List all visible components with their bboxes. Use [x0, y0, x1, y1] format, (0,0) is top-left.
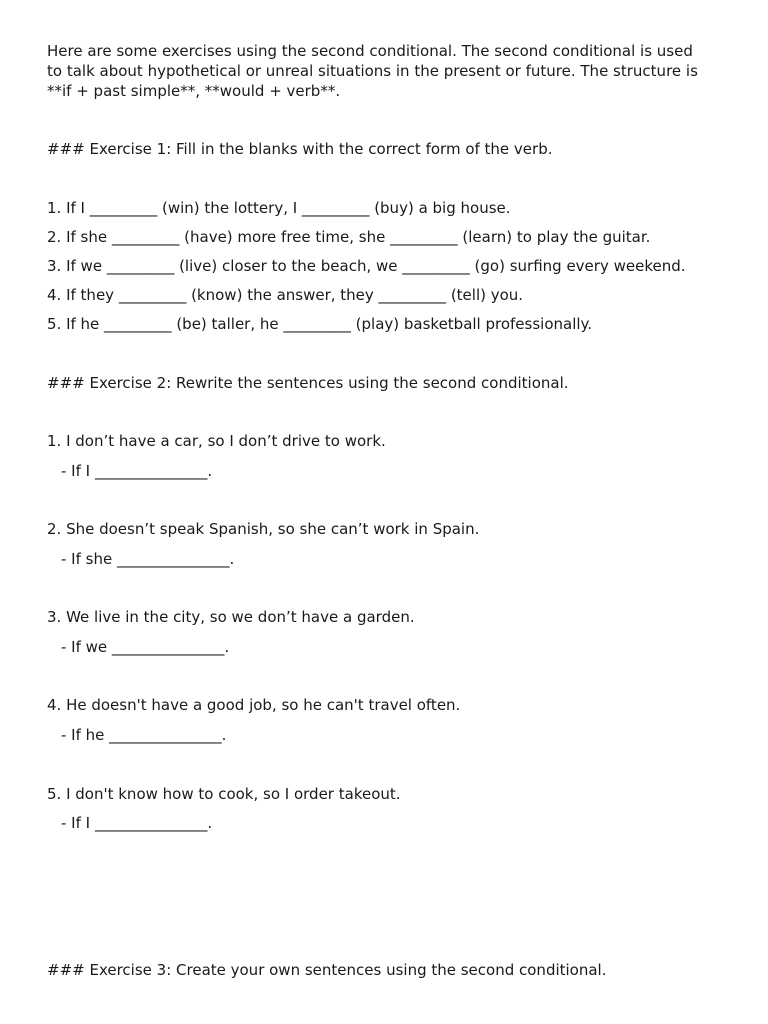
exercise2-answer-line: - If I _______________. — [61, 462, 213, 480]
exercise1-item: 4. If they _________ (know) the answer, they _________ (tell) you. — [47, 286, 524, 304]
exercise1-item: 1. If I _________ (win) the lottery, I _________ (buy) a big house. — [47, 199, 511, 217]
exercise2-answer-line: - If I _______________. — [61, 814, 213, 832]
exercise1-item: 2. If she _________ (have) more free time, she _________ (learn) to play the guitar. — [47, 228, 651, 246]
exercise2-sentence: 1. I don’t have a car, so I don’t drive to work. — [47, 432, 386, 450]
exercise2-answer-line: - If we _______________. — [61, 638, 230, 656]
intro-line: Here are some exercises using the second conditional. The second conditional is used — [47, 42, 693, 60]
exercise2-sentence: 2. She doesn’t speak Spanish, so she can’t work in Spain. — [47, 520, 480, 538]
intro-line: to talk about hypothetical or unreal situations in the present or future. The structure is — [47, 62, 698, 80]
exercise1-item: 5. If he _________ (be) taller, he _________ (play) basketball professionally. — [47, 315, 593, 333]
exercise3-heading: ### Exercise 3: Create your own sentences using the second conditional. — [47, 961, 607, 979]
exercise2-sentence: 5. I don't know how to cook, so I order takeout. — [47, 785, 401, 803]
exercise2-sentence: 3. We live in the city, so we don’t have a garden. — [47, 608, 415, 626]
exercise2-sentence: 4. He doesn't have a good job, so he can't travel often. — [47, 696, 461, 714]
exercise2-answer-line: - If she _______________. — [61, 550, 235, 568]
exercise1-item: 3. If we _________ (live) closer to the beach, we _________ (go) surfing every weekend. — [47, 257, 686, 275]
exercise2-heading: ### Exercise 2: Rewrite the sentences using the second conditional. — [47, 374, 569, 392]
intro-line: **if + past simple**, **would + verb**. — [47, 82, 341, 100]
exercise2-answer-line: - If he _______________. — [61, 726, 227, 744]
exercise1-heading: ### Exercise 1: Fill in the blanks with the correct form of the verb. — [47, 140, 553, 158]
